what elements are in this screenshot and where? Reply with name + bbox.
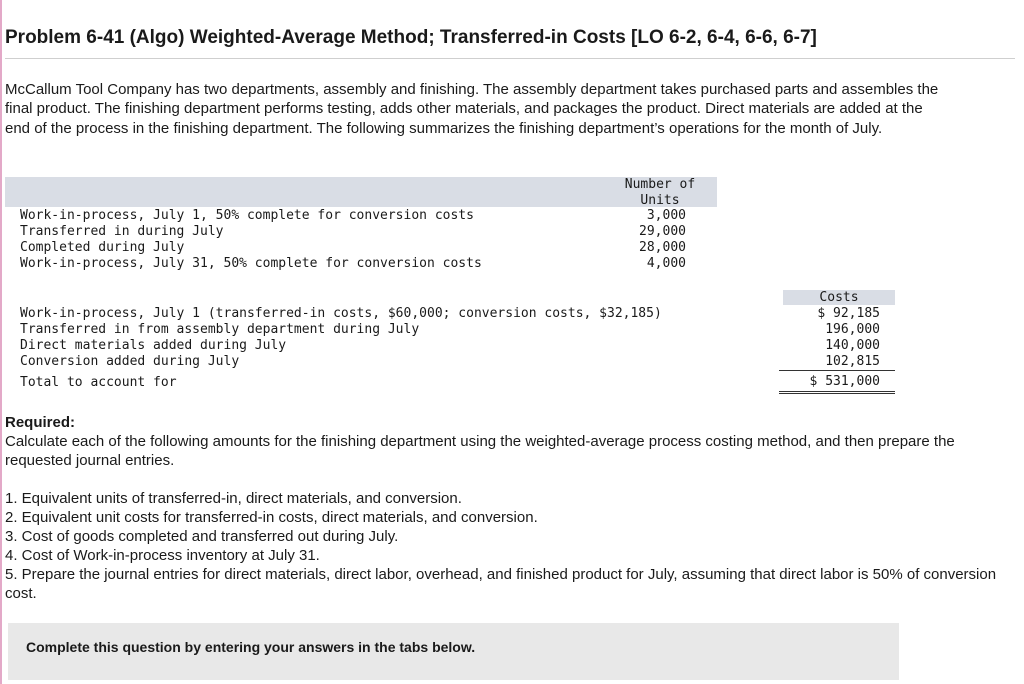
costs-row-label: Conversion added during July (20, 354, 240, 369)
title-divider (5, 58, 1015, 59)
costs-row-value: $ 92,185 (817, 306, 880, 321)
list-item: 1. Equivalent units of transferred-in, direct materials, and conversion. (5, 490, 462, 507)
list-item: 5. Prepare the journal entries for direct materials, direct labor, overhead, and finished product for July, assuming that direct labor is 50% of conversion cost. (5, 566, 997, 602)
required-text: Calculate each of the following amounts for the finishing department using the weighted-average process costing method, and then prepare the requested journal entries. (5, 433, 955, 469)
units-column-header: Number of Units (624, 177, 696, 208)
list-item: 3. Cost of goods completed and transferred out during July. (5, 528, 399, 545)
costs-row-value: 102,815 (825, 354, 880, 369)
total-value: $ 531,000 (809, 374, 880, 389)
list-item: 4. Cost of Work-in-process inventory at July 31. (5, 547, 320, 564)
required-heading: Required: (5, 414, 76, 431)
requirements-list (5, 489, 1005, 603)
units-row-value: 28,000 (639, 240, 686, 255)
instruction-text: Complete this question by entering your answers in the tabs below. (26, 639, 476, 655)
units-row-value: 4,000 (646, 256, 686, 271)
units-row-label: Completed during July (20, 240, 185, 255)
left-accent-bar (0, 0, 2, 684)
costs-column-header: Costs (819, 290, 859, 305)
costs-row-value: 196,000 (825, 322, 880, 337)
problem-intro: McCallum Tool Company has two departments, assembly and finishing. The assembly department takes purchased parts and assembles the final product. The finishing department performs testing, adds other materials, and packages the product. Direct materials are added at the end of the process in the finishing department. The following summarizes the finishing department’s operations for the month of July. (5, 81, 939, 137)
total-double-rule (779, 391, 895, 392)
costs-row-label: Direct materials added during July (20, 338, 287, 353)
units-row-value: 3,000 (646, 208, 686, 223)
units-row-label: Work-in-process, July 1, 50% complete for conversion costs (20, 208, 474, 223)
total-double-rule (779, 393, 895, 394)
costs-row-label: Transferred in from assembly department during July (20, 322, 420, 337)
costs-row-value: 140,000 (825, 338, 880, 353)
units-row-label: Transferred in during July (20, 224, 224, 239)
instruction-banner (8, 623, 899, 680)
units-row-value: 29,000 (639, 224, 686, 239)
total-label: Total to account for (20, 375, 177, 390)
problem-title: Problem 6-41 (Algo) Weighted-Average Method; Transferred-in Costs [LO 6-2, 6-4, 6-6, 6-7] (5, 27, 817, 48)
list-item: 2. Equivalent unit costs for transferred-in costs, direct materials, and conversion. (5, 509, 538, 526)
units-row-label: Work-in-process, July 31, 50% complete for conversion costs (20, 256, 482, 271)
subtotal-rule (779, 370, 895, 371)
units-table-header-band (5, 177, 717, 207)
costs-row-label: Work-in-process, July 1 (transferred-in costs, $60,000; conversion costs, $32,185) (20, 306, 662, 321)
